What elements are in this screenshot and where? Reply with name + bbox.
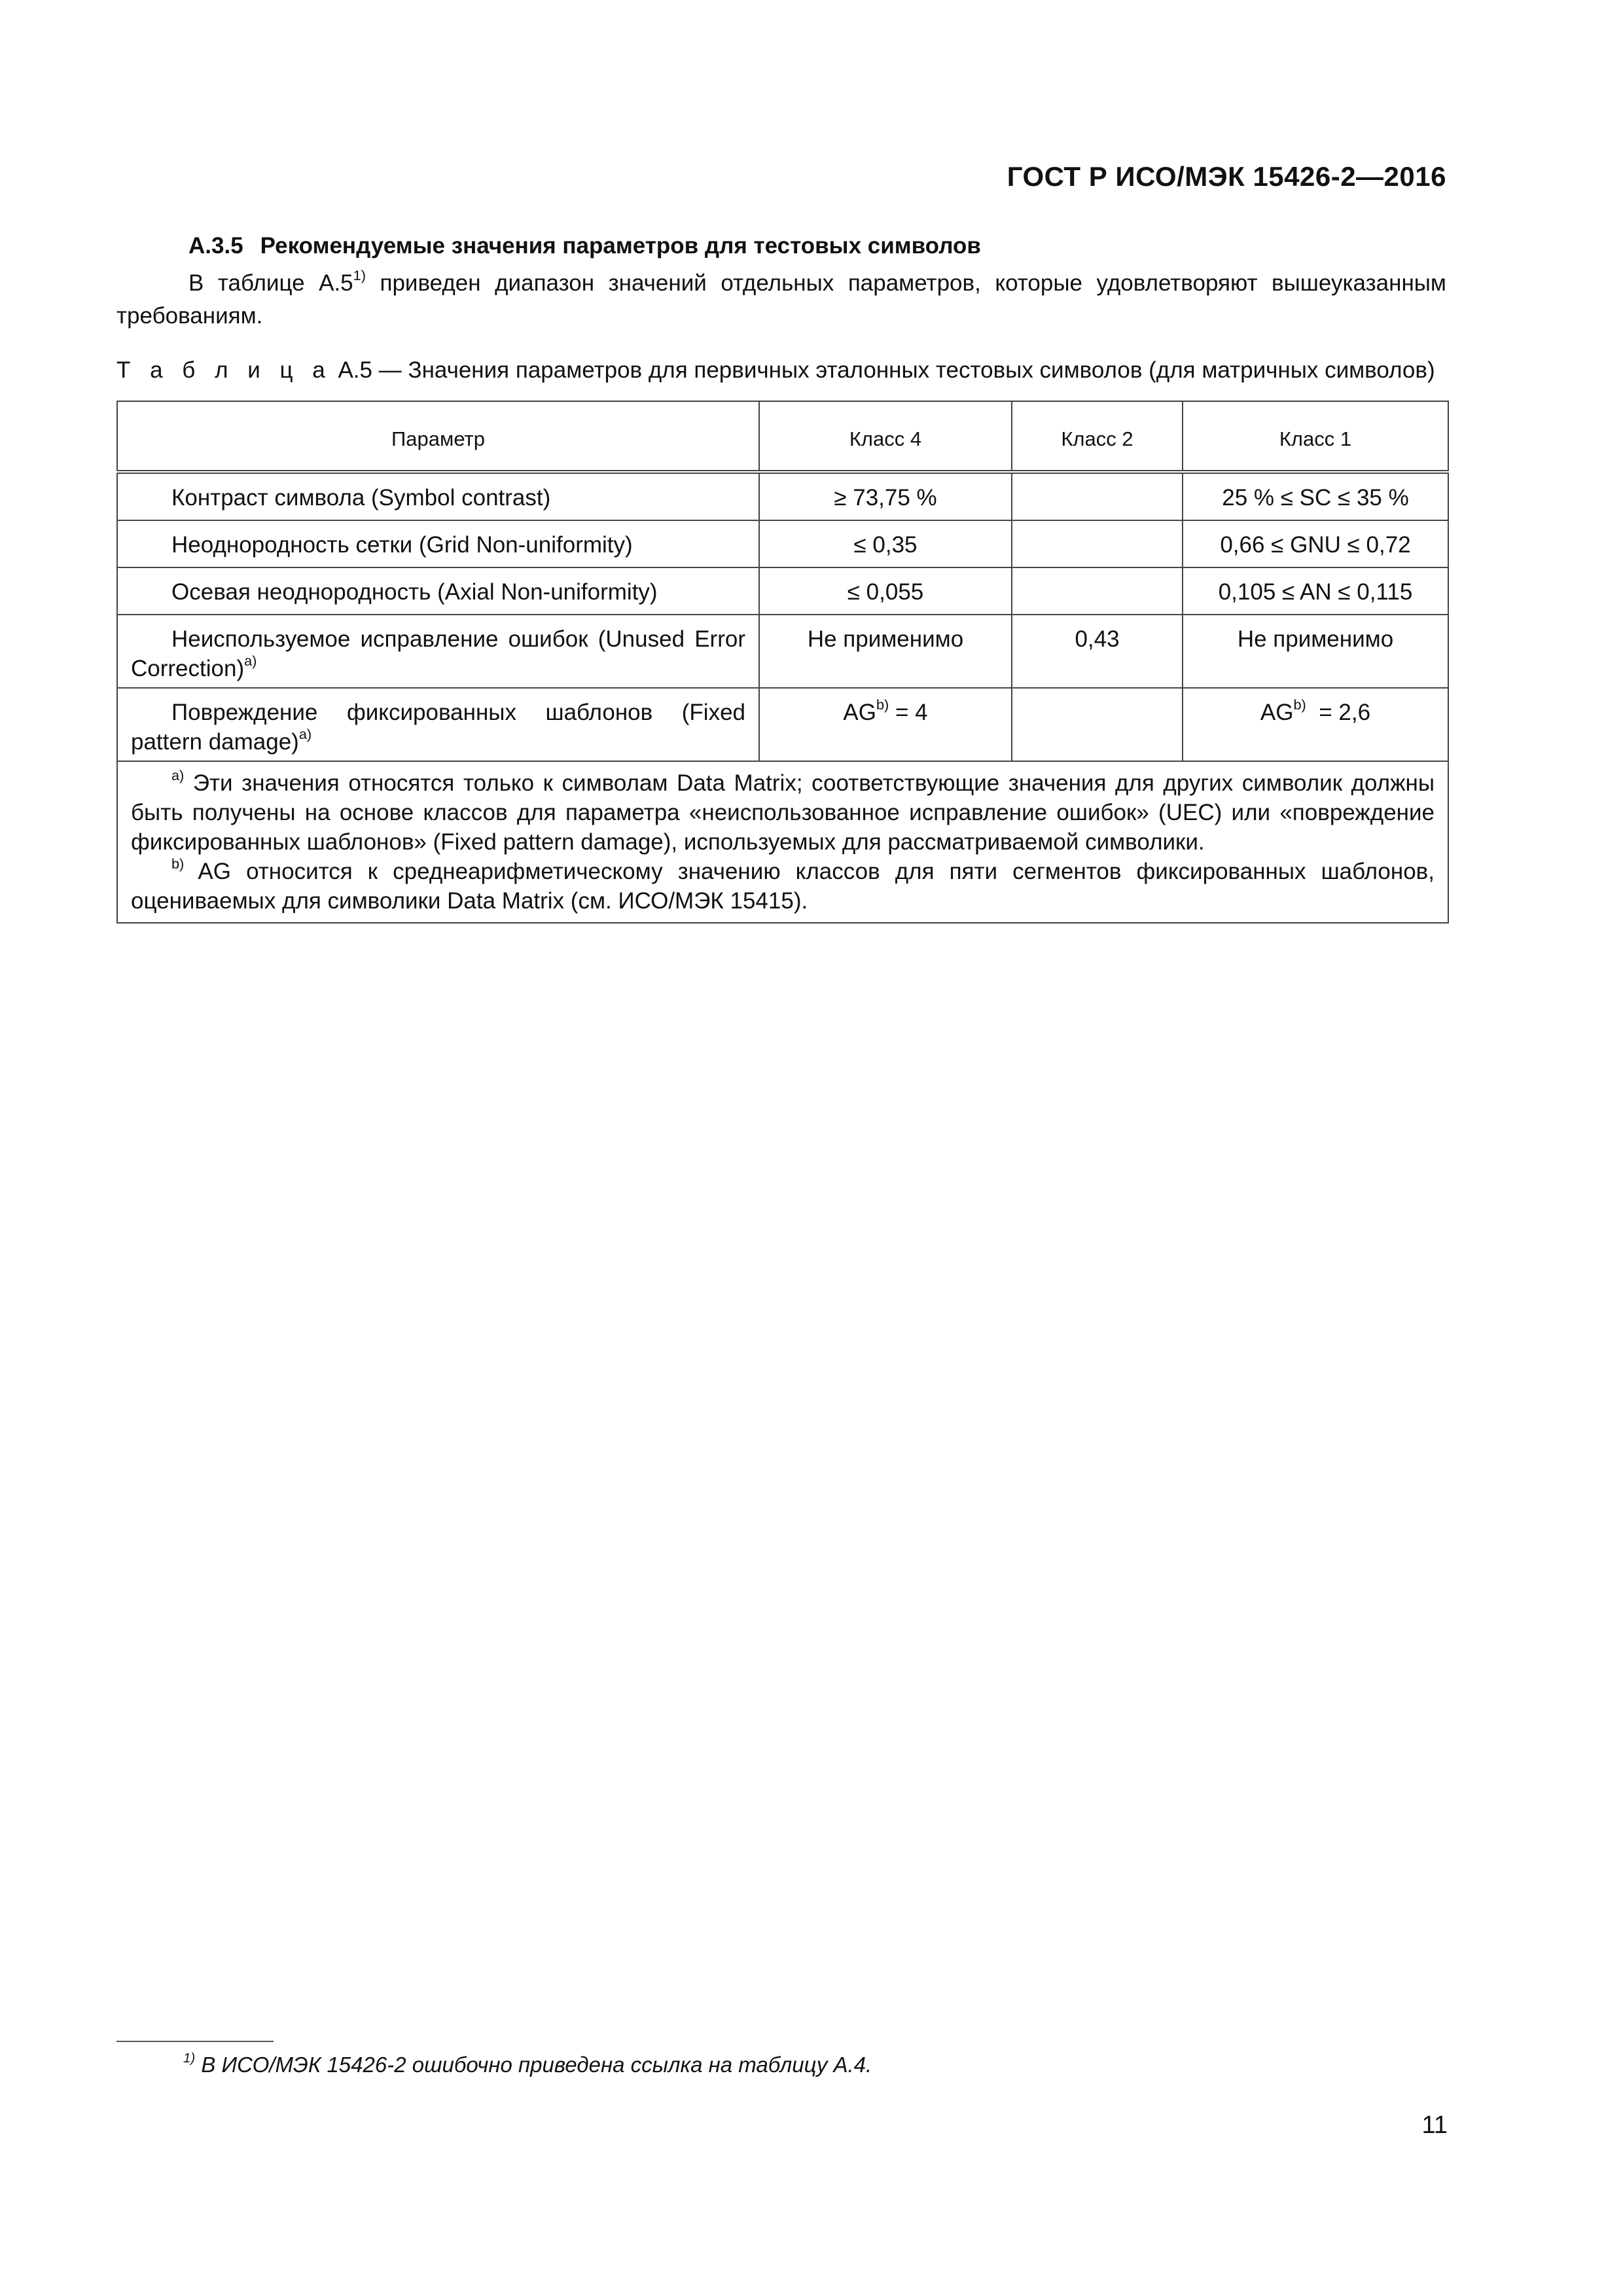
table-row xyxy=(117,615,1448,688)
table-row xyxy=(117,472,1448,520)
param-cell xyxy=(117,520,759,567)
section-title: Рекомендуемые значения параметров для тестовых символов xyxy=(260,233,981,259)
page-footnote xyxy=(183,2050,872,2077)
note-text: Эти значения относятся только к символам Data Matrix; соответствующие значения для других символик должны быть получены на основе классов для параметра «неиспользованное исправление ошибок» (UEC) или «повреждение фиксированных шаблонов» (Fixed pattern damage), используемых для рассматриваемой символики. xyxy=(131,770,1435,855)
class-2-cell xyxy=(1012,688,1183,761)
class-4-cell: ≤ 0,055 xyxy=(759,567,1012,615)
ag-footnote-mark: b) xyxy=(1293,696,1306,713)
document-header: ГОСТ Р ИСО/МЭК 15426-2—2016 xyxy=(1007,161,1446,192)
param-label: Неиспользуемое исправление ошибок (Unused Error Correction) xyxy=(131,626,745,681)
parameters-table xyxy=(116,401,1449,924)
footnote-mark: 1) xyxy=(183,2050,196,2066)
param-cell xyxy=(117,567,759,615)
class-4-cell: ≥ 73,75 % xyxy=(759,472,1012,520)
param-footnote-mark: a) xyxy=(244,653,257,670)
section-heading xyxy=(188,233,981,259)
class-2-cell xyxy=(1012,472,1183,520)
param-label: Контраст символа (Symbol contrast) xyxy=(171,485,551,511)
ag-label: AG xyxy=(1260,700,1294,725)
param-cell xyxy=(117,615,759,688)
table-caption-prefix: Т а б л и ц а xyxy=(116,357,332,383)
class-4-cell xyxy=(759,688,1012,761)
class-1-cell: Не применимо xyxy=(1183,615,1448,688)
table-note xyxy=(131,857,1435,916)
header-parameter: Параметр xyxy=(117,401,759,472)
note-mark: a) xyxy=(171,767,185,784)
table-row xyxy=(117,567,1448,615)
intro-paragraph xyxy=(116,267,1446,332)
ag-value: = 2,6 xyxy=(1306,700,1371,725)
footnote-separator xyxy=(116,2041,274,2042)
ag-value: = 4 xyxy=(889,700,928,725)
table-caption xyxy=(116,357,1446,384)
footnote-text: В ИСО/МЭК 15426-2 ошибочно приведена ссылка на таблицу А.4. xyxy=(195,2053,872,2077)
table-caption-text: А.5 — Значения параметров для первичных эталонных тестовых символов (для матричных символов) xyxy=(331,357,1435,383)
intro-text-start: В таблице А.5 xyxy=(188,270,353,296)
intro-text-end: приведен диапазон значений отдельных параметров, которые удовлетворяют вышеуказанным требованиям. xyxy=(116,270,1446,329)
param-label: Неоднородность сетки (Grid Non-uniformity) xyxy=(171,532,633,558)
table-notes-row xyxy=(117,761,1448,923)
header-class-2: Класс 2 xyxy=(1012,401,1183,472)
table-row xyxy=(117,688,1448,761)
class-1-cell: 0,105 ≤ AN ≤ 0,115 xyxy=(1183,567,1448,615)
ag-footnote-mark: b) xyxy=(876,696,889,713)
class-2-cell: 0,43 xyxy=(1012,615,1183,688)
param-label: Осевая неоднородность (Axial Non-uniformity) xyxy=(171,579,658,605)
header-class-4: Класс 4 xyxy=(759,401,1012,472)
intro-footnote-mark: 1) xyxy=(353,267,366,284)
param-cell xyxy=(117,472,759,520)
section-number: A.3.5 xyxy=(188,233,243,259)
param-footnote-mark: a) xyxy=(298,726,312,743)
ag-label: AG xyxy=(843,700,876,725)
table-header-row xyxy=(117,401,1448,472)
note-text: AG относится к среднеарифметическому значению классов для пяти сегментов фиксированных шаблонов, оцениваемых для символики Data Matrix (см. ИСО/МЭК 15415). xyxy=(131,859,1435,914)
param-cell xyxy=(117,688,759,761)
table-row xyxy=(117,520,1448,567)
class-2-cell xyxy=(1012,567,1183,615)
table-note xyxy=(131,768,1435,857)
class-1-cell: 0,66 ≤ GNU ≤ 0,72 xyxy=(1183,520,1448,567)
class-1-cell xyxy=(1183,688,1448,761)
note-mark: b) xyxy=(171,855,185,872)
class-4-cell: Не применимо xyxy=(759,615,1012,688)
table-notes xyxy=(117,761,1448,923)
header-class-1: Класс 1 xyxy=(1183,401,1448,472)
param-label: Повреждение фиксированных шаблонов (Fixed pattern damage) xyxy=(131,700,745,755)
class-4-cell: ≤ 0,35 xyxy=(759,520,1012,567)
class-1-cell: 25 % ≤ SC ≤ 35 % xyxy=(1183,472,1448,520)
class-2-cell xyxy=(1012,520,1183,567)
page-number: 11 xyxy=(1421,2111,1448,2139)
